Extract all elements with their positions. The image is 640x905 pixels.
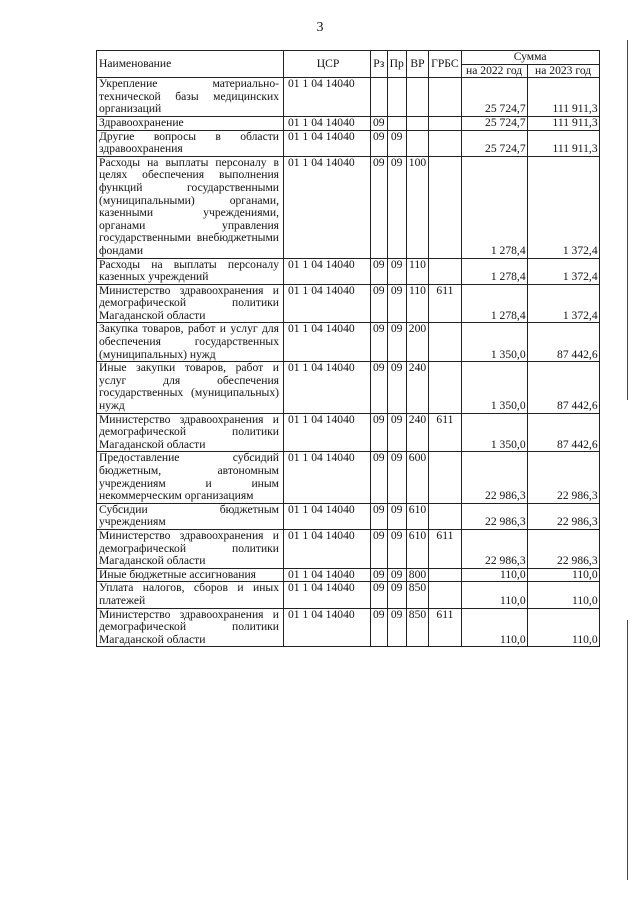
row-pr: 09: [387, 323, 406, 362]
row-grbs: [429, 582, 461, 608]
row-vr: [406, 130, 428, 156]
row-sum-2023: 111 911,3: [527, 116, 599, 130]
row-pr: [387, 116, 406, 130]
table-row: [97, 362, 600, 413]
row-sum-2022: 25 724,7: [461, 130, 527, 156]
row-sum-2022: 25 724,7: [461, 116, 527, 130]
row-sum-2022: 1 350,0: [461, 323, 527, 362]
header-year-2023: на 2023 год: [527, 64, 599, 78]
header-rz: Рз: [371, 51, 388, 78]
row-name: Министерство здравоохранения и демографической политики Магаданской области: [97, 284, 284, 323]
row-grbs: [429, 323, 461, 362]
row-rz: 09: [371, 258, 388, 284]
row-vr: 240: [406, 413, 428, 452]
row-pr: 09: [387, 529, 406, 568]
row-rz: 09: [371, 362, 388, 413]
row-name: Министерство здравоохранения и демографической политики Магаданской области: [97, 608, 284, 647]
row-rz: 09: [371, 284, 388, 323]
row-sum-2022: 1 350,0: [461, 362, 527, 413]
row-csr: 01 1 04 14040: [284, 568, 371, 582]
scan-edge-line: [627, 620, 628, 880]
row-rz: 09: [371, 130, 388, 156]
row-vr: 100: [406, 156, 428, 258]
row-vr: 850: [406, 608, 428, 647]
row-grbs: [429, 130, 461, 156]
header-name: Наименование: [97, 51, 284, 78]
row-sum-2023: 111 911,3: [527, 130, 599, 156]
row-csr: 01 1 04 14040: [284, 116, 371, 130]
row-sum-2023: 110,0: [527, 608, 599, 647]
row-rz: [371, 78, 388, 117]
row-csr: 01 1 04 14040: [284, 323, 371, 362]
row-csr: 01 1 04 14040: [284, 362, 371, 413]
row-csr: 01 1 04 14040: [284, 78, 371, 117]
table-row: [97, 323, 600, 362]
row-sum-2023: 87 442,6: [527, 323, 599, 362]
header-vr: ВР: [406, 51, 428, 78]
row-rz: 09: [371, 608, 388, 647]
page-number: 3: [316, 20, 324, 35]
table-row: [97, 156, 600, 258]
row-grbs: 611: [429, 284, 461, 323]
row-rz: 09: [371, 568, 388, 582]
row-rz: 09: [371, 116, 388, 130]
row-name: Министерство здравоохранения и демографической политики Магаданской области: [97, 529, 284, 568]
row-csr: 01 1 04 14040: [284, 258, 371, 284]
row-pr: 09: [387, 608, 406, 647]
row-rz: 09: [371, 529, 388, 568]
budget-table: [96, 50, 600, 647]
header-pr: Пр: [387, 51, 406, 78]
row-grbs: [429, 156, 461, 258]
row-csr: 01 1 04 14040: [284, 529, 371, 568]
row-sum-2023: 87 442,6: [527, 362, 599, 413]
row-pr: 09: [387, 413, 406, 452]
table-row: [97, 568, 600, 582]
row-pr: 09: [387, 156, 406, 258]
row-name: Другие вопросы в области здравоохранения: [97, 130, 284, 156]
row-pr: 09: [387, 503, 406, 529]
row-vr: 110: [406, 284, 428, 323]
row-grbs: [429, 452, 461, 503]
row-sum-2023: 1 372,4: [527, 258, 599, 284]
row-vr: 600: [406, 452, 428, 503]
row-grbs: 611: [429, 608, 461, 647]
row-sum-2022: 110,0: [461, 608, 527, 647]
row-sum-2022: 110,0: [461, 582, 527, 608]
row-pr: 09: [387, 258, 406, 284]
table-row: [97, 582, 600, 608]
row-name: Расходы на выплаты персоналу в целях обеспечения выполнения функций государственными (муниципальными) органами, казенными учреждениями, органами управления государственными внебюджетными фондами: [97, 156, 284, 258]
header-sum: Сумма: [461, 51, 599, 65]
row-sum-2022: 25 724,7: [461, 78, 527, 117]
row-name: Расходы на выплаты персоналу казенных учреждений: [97, 258, 284, 284]
row-sum-2022: 1 350,0: [461, 413, 527, 452]
row-vr: [406, 116, 428, 130]
row-sum-2022: 1 278,4: [461, 258, 527, 284]
table-row: [97, 284, 600, 323]
row-pr: 09: [387, 284, 406, 323]
row-sum-2022: 1 278,4: [461, 284, 527, 323]
row-sum-2023: 110,0: [527, 568, 599, 582]
row-sum-2023: 1 372,4: [527, 156, 599, 258]
row-rz: 09: [371, 582, 388, 608]
row-name: Иные бюджетные ассигнования: [97, 568, 284, 582]
row-grbs: [429, 362, 461, 413]
row-vr: 610: [406, 503, 428, 529]
row-sum-2022: 22 986,3: [461, 529, 527, 568]
table-row: [97, 503, 600, 529]
row-name: Здравоохранение: [97, 116, 284, 130]
header-row: [97, 51, 600, 65]
row-csr: 01 1 04 14040: [284, 452, 371, 503]
table-row: [97, 529, 600, 568]
row-sum-2022: 1 278,4: [461, 156, 527, 258]
row-grbs: [429, 503, 461, 529]
header-grbs: ГРБС: [429, 51, 461, 78]
table-row: [97, 78, 600, 117]
row-pr: 09: [387, 568, 406, 582]
row-csr: 01 1 04 14040: [284, 156, 371, 258]
row-csr: 01 1 04 14040: [284, 130, 371, 156]
row-sum-2023: 22 986,3: [527, 452, 599, 503]
table-row: [97, 608, 600, 647]
table-row: [97, 413, 600, 452]
row-vr: 610: [406, 529, 428, 568]
row-sum-2022: 110,0: [461, 568, 527, 582]
row-vr: 240: [406, 362, 428, 413]
row-grbs: [429, 258, 461, 284]
header-year-2022: на 2022 год: [461, 64, 527, 78]
row-pr: 09: [387, 452, 406, 503]
row-sum-2023: 111 911,3: [527, 78, 599, 117]
row-name: Министерство здравоохранения и демографической политики Магаданской области: [97, 413, 284, 452]
row-grbs: [429, 116, 461, 130]
row-sum-2022: 22 986,3: [461, 452, 527, 503]
row-grbs: 611: [429, 529, 461, 568]
row-vr: 200: [406, 323, 428, 362]
row-name: Иные закупки товаров, работ и услуг для обеспечения государственных (муниципальных) нужд: [97, 362, 284, 413]
row-name: Уплата налогов, сборов и иных платежей: [97, 582, 284, 608]
row-grbs: [429, 568, 461, 582]
row-sum-2023: 110,0: [527, 582, 599, 608]
row-name: Закупка товаров, работ и услуг для обеспечения государственных (муниципальных) нужд: [97, 323, 284, 362]
row-rz: 09: [371, 156, 388, 258]
row-name: Предоставление субсидий бюджетным, автономным учреждениям и иным некоммерческим организациям: [97, 452, 284, 503]
row-pr: 09: [387, 582, 406, 608]
row-csr: 01 1 04 14040: [284, 503, 371, 529]
header-csr: ЦСР: [284, 51, 371, 78]
row-grbs: 611: [429, 413, 461, 452]
row-rz: 09: [371, 413, 388, 452]
table-body: [97, 78, 600, 647]
table-row: [97, 116, 600, 130]
table-row: [97, 130, 600, 156]
row-sum-2022: 22 986,3: [461, 503, 527, 529]
row-rz: 09: [371, 503, 388, 529]
scan-edge-line: [627, 40, 628, 400]
row-csr: 01 1 04 14040: [284, 608, 371, 647]
row-pr: 09: [387, 362, 406, 413]
row-name: Укрепление материально-технической базы медицинских организаций: [97, 78, 284, 117]
row-rz: 09: [371, 452, 388, 503]
row-vr: 800: [406, 568, 428, 582]
row-sum-2023: 22 986,3: [527, 503, 599, 529]
table-row: [97, 258, 600, 284]
row-pr: [387, 78, 406, 117]
row-name: Субсидии бюджетным учреждениям: [97, 503, 284, 529]
row-pr: 09: [387, 130, 406, 156]
row-rz: 09: [371, 323, 388, 362]
row-csr: 01 1 04 14040: [284, 413, 371, 452]
row-sum-2023: 1 372,4: [527, 284, 599, 323]
row-sum-2023: 87 442,6: [527, 413, 599, 452]
row-vr: 850: [406, 582, 428, 608]
row-vr: [406, 78, 428, 117]
row-csr: 01 1 04 14040: [284, 582, 371, 608]
row-sum-2023: 22 986,3: [527, 529, 599, 568]
row-grbs: [429, 78, 461, 117]
table-row: [97, 452, 600, 503]
row-vr: 110: [406, 258, 428, 284]
row-csr: 01 1 04 14040: [284, 284, 371, 323]
